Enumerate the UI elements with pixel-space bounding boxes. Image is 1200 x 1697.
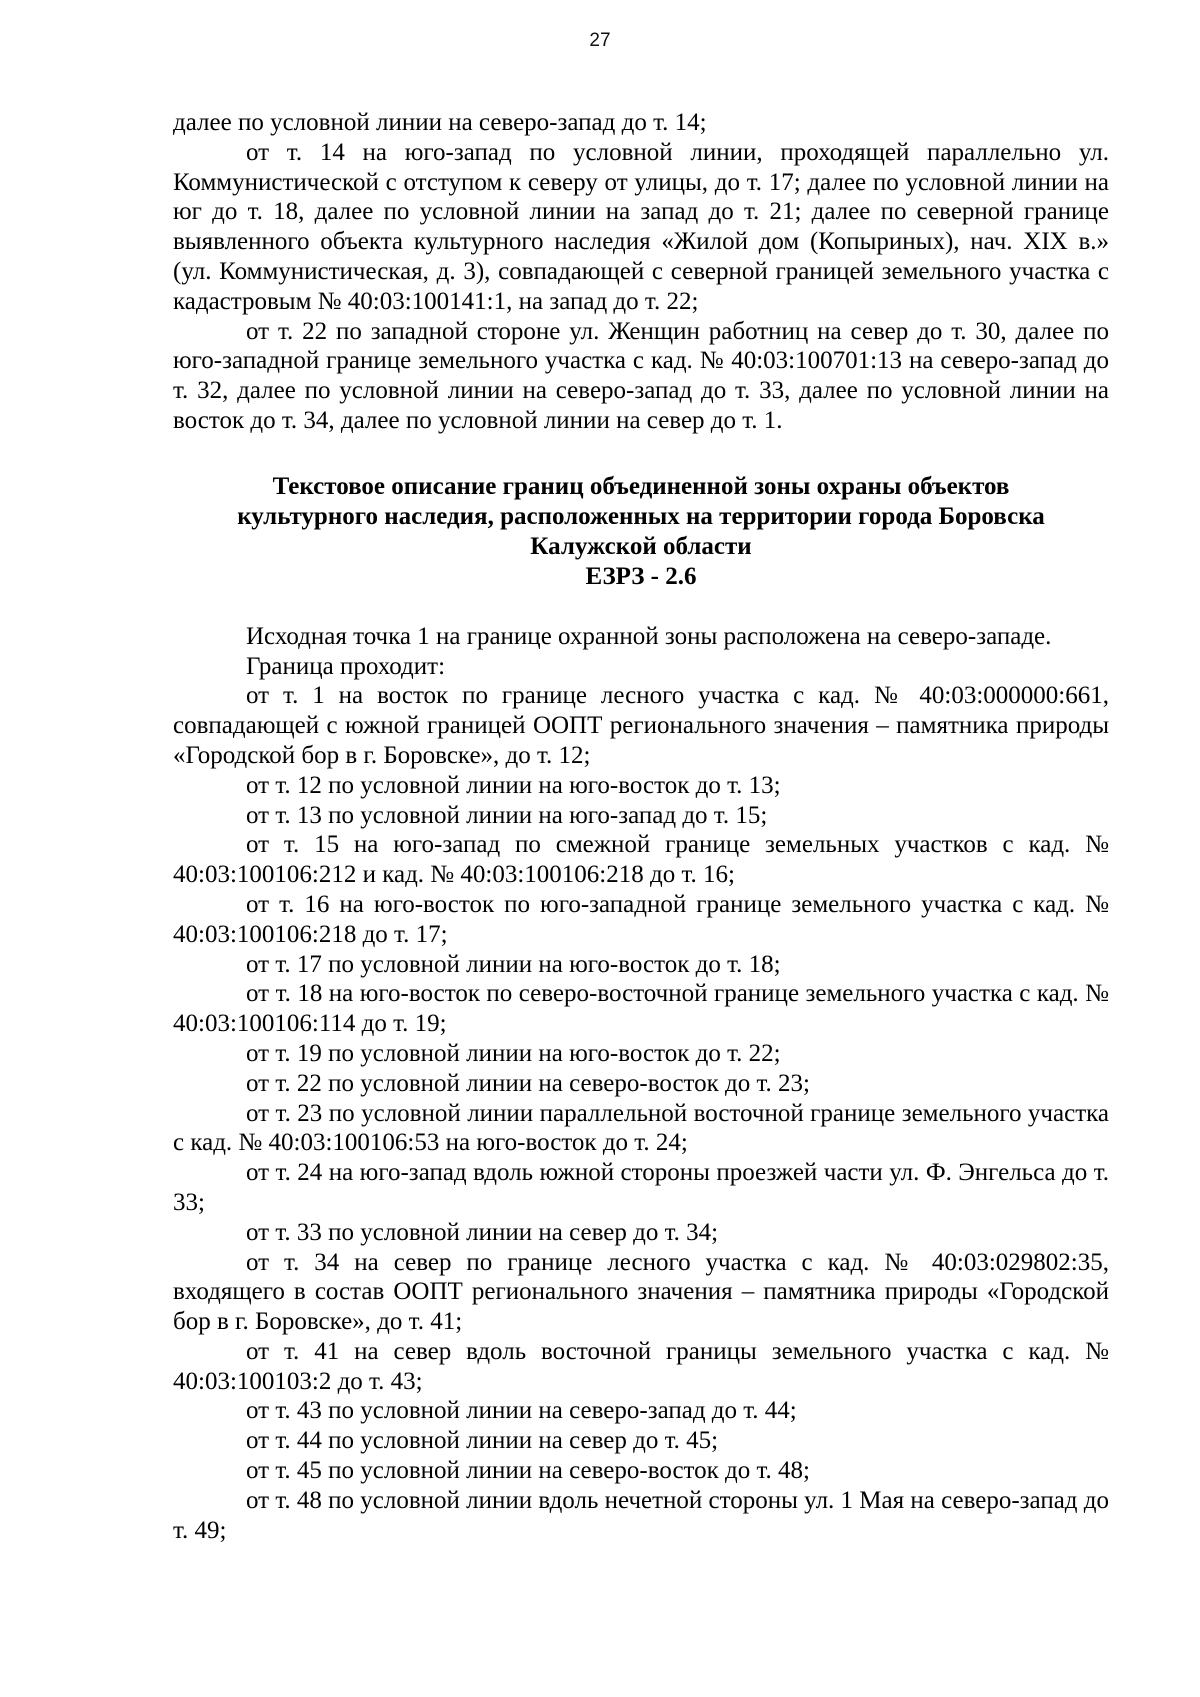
paragraph: от т. 41 на север вдоль восточной границы земельного участка с кад. № 40:03:100103:2 до т. 43; bbox=[173, 1337, 1109, 1395]
paragraph: от т. 22 по условной линии на северо-восток до т. 23; bbox=[246, 1069, 811, 1097]
paragraph: далее по условной линии на северо-запад до т. 14; bbox=[173, 109, 707, 136]
paragraph: от т. 44 по условной линии на север до т. 45; bbox=[246, 1427, 719, 1455]
paragraph: от т. 34 на север по границе лесного участка с кад. № 40:03:029802:35, входящего в состав ООПТ регионального значения – памятника природы «Городской бор в г. Боровске», до т. 41; bbox=[173, 1248, 1109, 1336]
paragraph: от т. 1 на восток по границе лесного участка с кад. № 40:03:000000:661, совпадающей с южной границей ООПТ регионального значения – памятника природы «Городской бор в г. Боровске», до т. 12; bbox=[173, 682, 1109, 769]
paragraph: от т. 17 по условной линии на юго-восток до т. 18; bbox=[246, 950, 781, 978]
heading-line: Калужской области bbox=[530, 532, 752, 560]
paragraph: от т. 18 на юго-восток по северо-восточной границе земельного участка с кад. № 40:03:100106:114 до т. 19; bbox=[173, 980, 1109, 1038]
paragraph: от т. 45 по условной линии на северо-восток до т. 48; bbox=[246, 1457, 811, 1485]
paragraph: от т. 15 на юго-запад по смежной границе земельных участков с кад. № 40:03:100106:212 и кад. № 40:03:100106:218 до т. 16; bbox=[173, 831, 1109, 889]
paragraph: от т. 14 на юго-запад по условной линии, проходящей параллельно ул. Коммунистической с отступом к северу от улицы, до т. 17; далее по условной линии на юг до т. 18, далее по условной линии на запад до т. 21; далее по северной границе выявленного объекта культурного наследия «Жилой дом (Копыриных), нач. XIX в.» (ул. Коммунистическая, д. 3), совпадающей с северной границей земельного участка с кадастровым № 40:03:100141:1, на запад до т. 22; bbox=[173, 138, 1109, 315]
heading-line: Текстовое описание границ объединенной зоны охраны объектов bbox=[272, 472, 1010, 500]
paragraph: от т. 19 по условной линии на юго-восток до т. 22; bbox=[246, 1039, 781, 1067]
document-body bbox=[173, 108, 1109, 1545]
paragraph: от т. 43 по условной линии на северо-запад до т. 44; bbox=[246, 1397, 797, 1425]
paragraph: от т. 33 по условной линии на север до т. 34; bbox=[246, 1218, 719, 1246]
paragraph: от т. 23 по условной линии параллельной восточной границе земельного участка с кад. № 40:03:100106:53 на юго-восток до т. 24; bbox=[173, 1099, 1109, 1157]
paragraph: от т. 12 по условной линии на юго-восток до т. 13; bbox=[246, 771, 781, 799]
paragraph: Граница проходит: bbox=[246, 652, 446, 680]
zone-code: ЕЗРЗ - 2.6 bbox=[585, 562, 697, 590]
paragraph: от т. 13 по условной линии на юго-запад до т. 15; bbox=[246, 801, 768, 829]
paragraph: от т. 16 на юго-восток по юго-западной границе земельного участка с кад. № 40:03:100106:218 до т. 17; bbox=[173, 890, 1109, 948]
section-heading bbox=[173, 472, 1109, 562]
paragraph: Исходная точка 1 на границе охранной зоны расположена на северо-западе. bbox=[246, 622, 1052, 650]
paragraph: от т. 24 на юго-запад вдоль южной стороны проезжей части ул. Ф. Энгельса до т. 33; bbox=[173, 1159, 1109, 1216]
paragraph: от т. 22 по западной стороне ул. Женщин работниц на север до т. 30, далее по юго-западной границе земельного участка с кад. № 40:03:100701:13 на северо-запад до т. 32, далее по условной линии на северо-запад до т. 33, далее по условной линии на восток до т. 34, далее по условной линии на север до т. 1. bbox=[173, 317, 1109, 434]
heading-line: культурного наследия, расположенных на территории города Боровска bbox=[237, 502, 1045, 530]
page-number: 27 bbox=[589, 30, 611, 51]
paragraph: от т. 48 по условной линии вдоль нечетной стороны ул. 1 Мая на северо-запад до т. 49; bbox=[173, 1486, 1109, 1544]
